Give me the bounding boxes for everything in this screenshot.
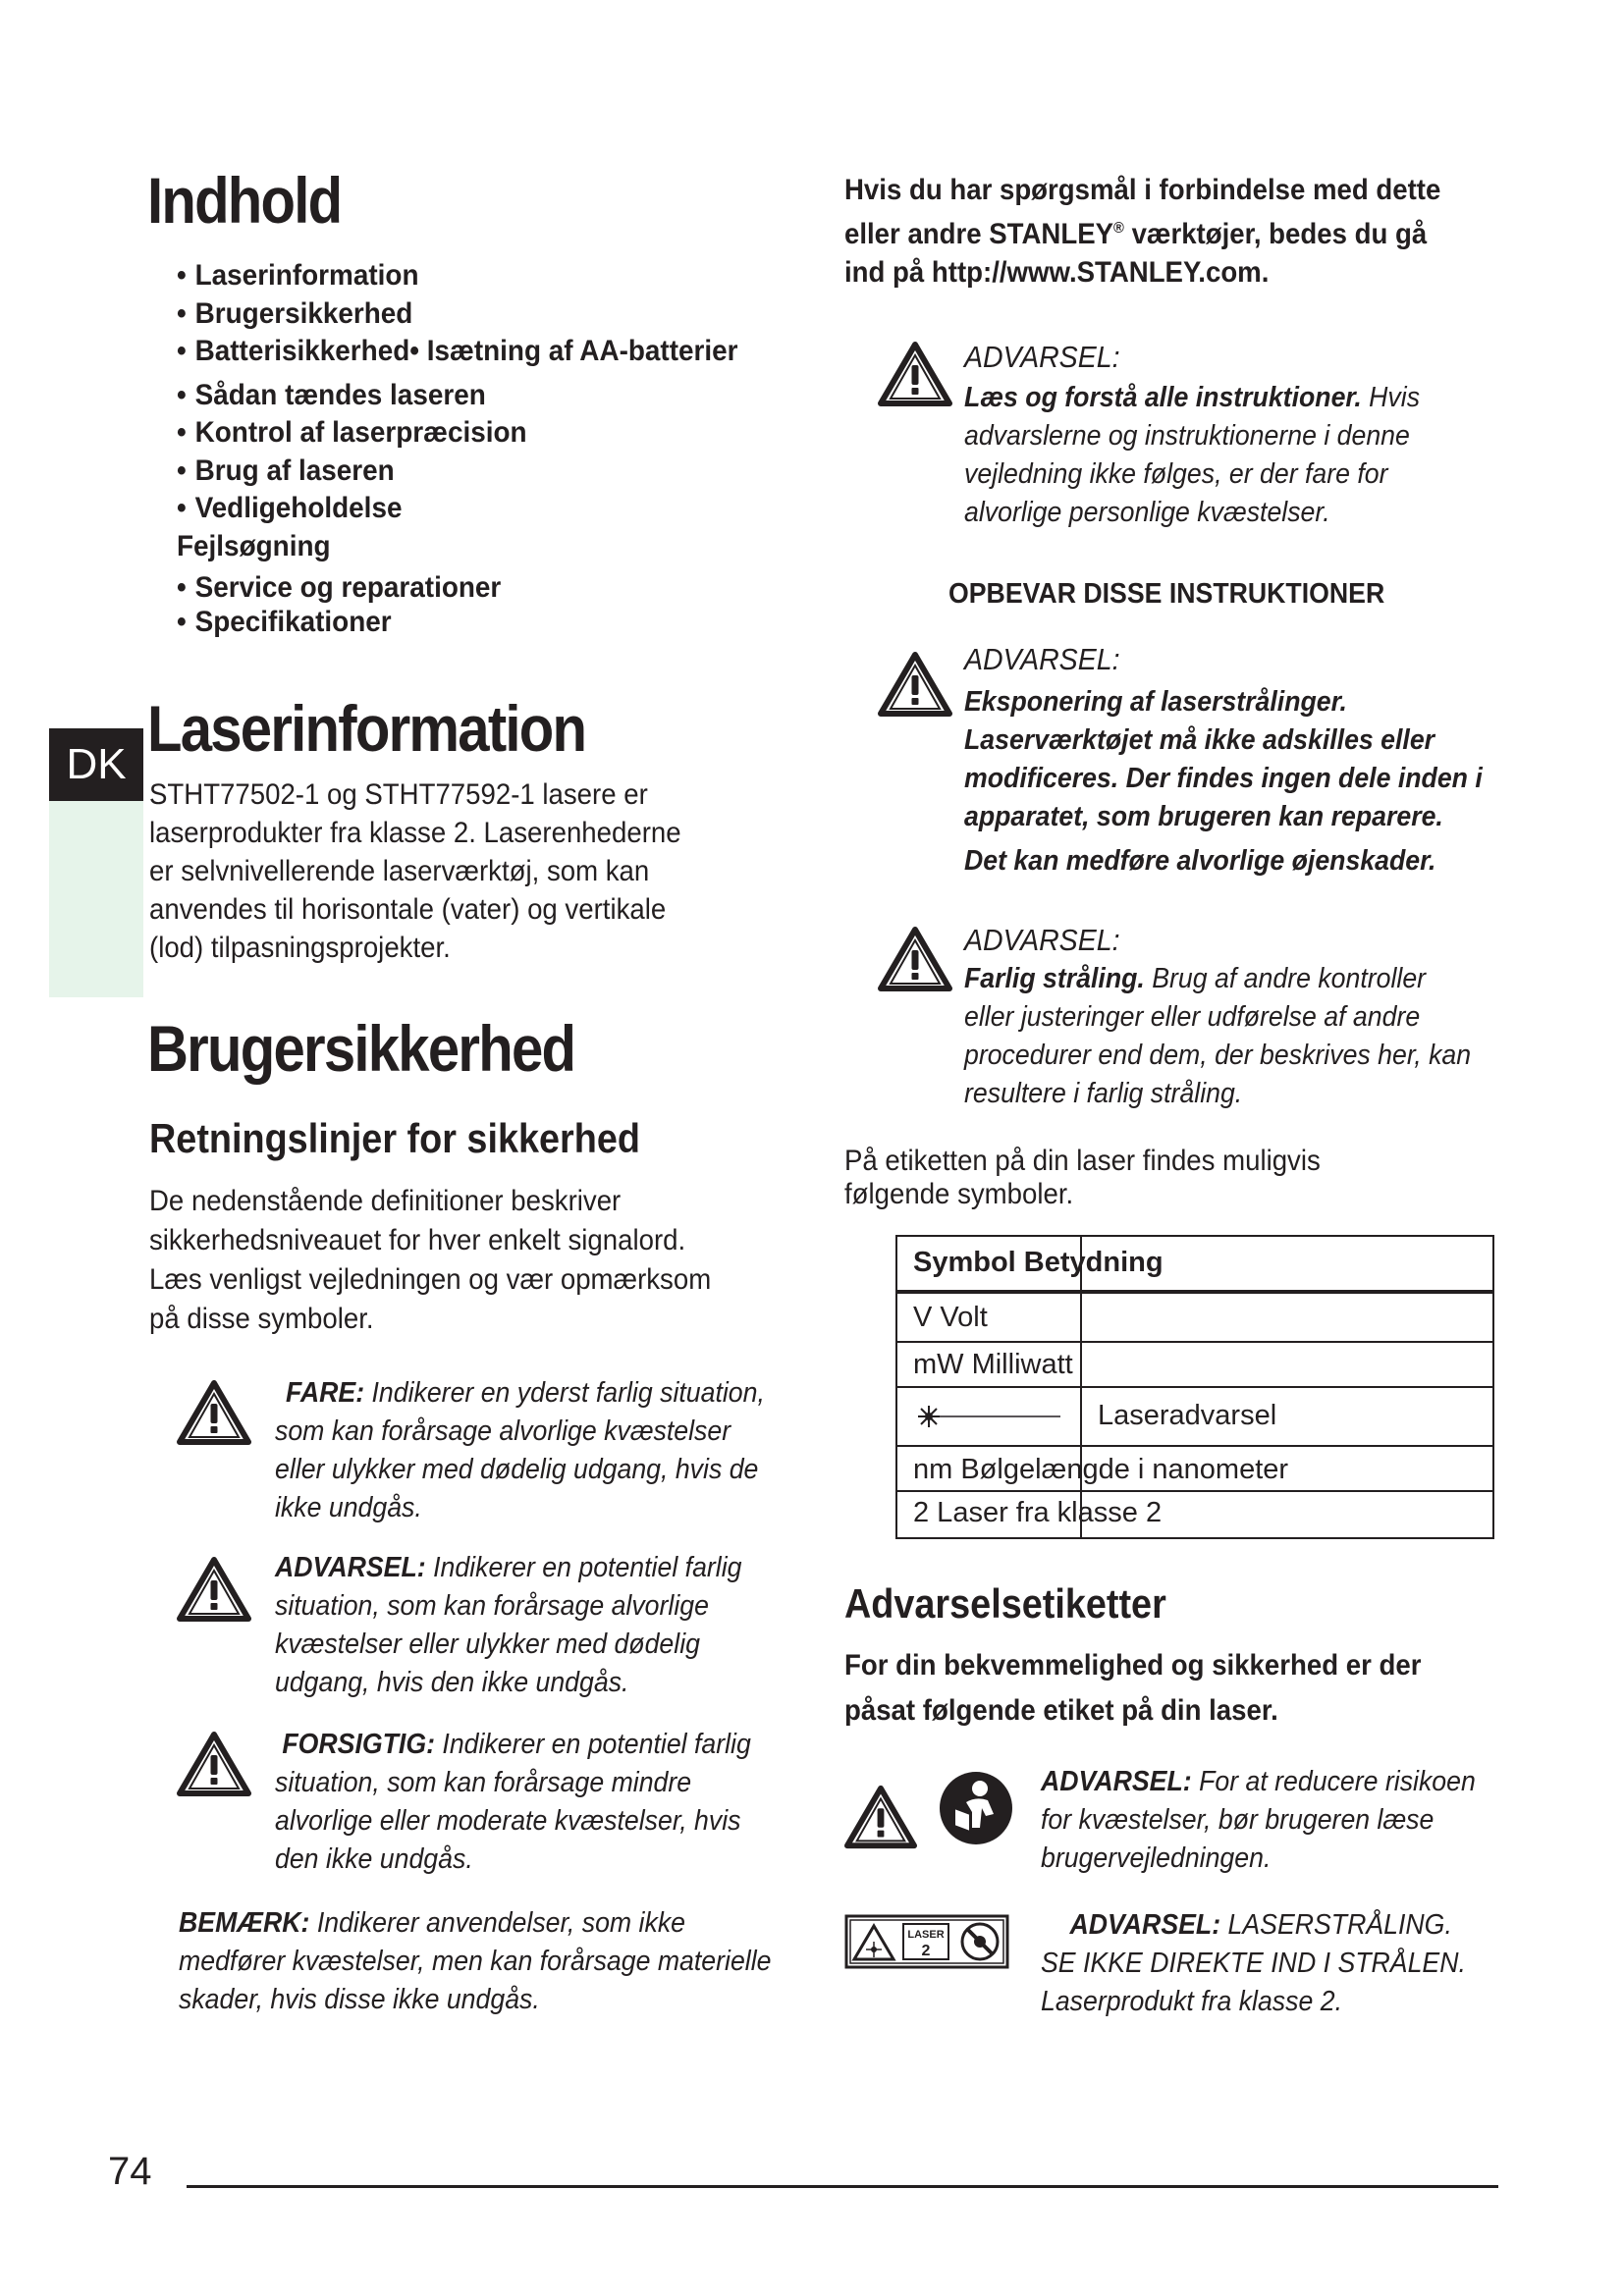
table-row: nm Bølgelængde i nanometer (895, 1445, 1492, 1490)
signal-fare: FARE: Indikerer en yderst farlig situation, som kan forårsage alvorlige kvæstelser eller ulykker med dødelig udgang, hvis de ikke undgås. (275, 1377, 765, 1523)
table-of-contents (177, 257, 781, 641)
warning-triangle-icon (878, 927, 952, 991)
intro-text: Hvis du har spørgsmål i forbindelse med dette eller andre STANLEY® værktøjer, bedes du gå ind på http://www.STANLEY.com. (844, 174, 1441, 289)
signal-forsigtig: FORSIGTIG: Indikerer en potentiel farlig situation, som kan forårsage mindre alvorlige eller moderate kvæstelser, hvis den ikke undgås. (275, 1729, 751, 1875)
table-row: V Volt (913, 1302, 988, 1333)
guidelines-heading: Retningslinjer for sikkerhed (149, 1115, 640, 1161)
laser-beam-icon (915, 1404, 1062, 1429)
warning3-body: Farlig stråling. Brug af andre kontroller eller justeringer eller udførelse af andre procedurer end dem, der beskrives her, kan resultere i farlig stråling. (964, 963, 1472, 1109)
warning-triangle-icon (844, 1785, 917, 1849)
label1-text: ADVARSEL: For at reducere risikoen for kvæstelser, bør brugeren læse brugervejledningen. (1041, 1766, 1476, 1874)
signal-advarsel: ADVARSEL: Indikerer en potentiel farlig situation, som kan forårsage alvorlige kvæstelser eller ulykker med dødelig udgang, hvis den ikke undgås. (275, 1552, 742, 1698)
label-intro: På etiketten på din laser findes muligvis følgende symboler. (844, 1145, 1321, 1210)
footer-rule (187, 2185, 1498, 2188)
toc-item[interactable]: • Batterisikkerhed• Isætning af AA-batterier (177, 335, 738, 367)
warning-triangle-icon (878, 342, 952, 406)
signal-bemaerk: BEMÆRK: Indikerer anvendelser, som ikke medfører kvæstelser, men kan forårsage materielle skader, hvis disse ikke undgås. (179, 1907, 772, 2015)
warning2-body: Eksponering af laserstrålinger. Laserværktøjet må ikke adskilles eller modificeres. Der findes ingen dele inden i apparatet, som brugeren kan reparere. Det kan medføre alvorlige øjenskader. (964, 686, 1483, 877)
toc-item[interactable]: • Brugersikkerhed (177, 296, 413, 330)
toc-item[interactable]: • Vedligeholdelse (177, 492, 403, 524)
warning1-body: Læs og forstå alle instruktioner. Hvis advarslerne og instruktionerne i denne vejledning ikke følges, er der fare for alvorlige personlige kvæstelser. (964, 382, 1421, 528)
toc-item[interactable]: • Kontrol af laserpræcision (177, 416, 527, 449)
warning2-title: ADVARSEL: (964, 642, 1120, 676)
toc-item[interactable]: • Laserinformation (177, 259, 419, 292)
warning1-title: ADVARSEL: (964, 340, 1120, 374)
safety-heading: Brugersikkerhed (147, 1012, 575, 1085)
keep-instructions: OPBEVAR DISSE INSTRUKTIONER (948, 578, 1385, 610)
guidelines-text: De nedenstående definitioner beskriver sikkerhedsniveauet for hver enkelt signalord. Læs venligst vejledningen og vær opmærksom på disse symboler. (149, 1185, 712, 1335)
table-row: Laseradvarsel (895, 1386, 1492, 1445)
laser-badge-text: LASER (907, 1929, 945, 1941)
toc-item[interactable]: • Service og reparationer (177, 571, 502, 604)
warning-triangle-icon (177, 1557, 251, 1622)
toc-item[interactable]: • Brug af laseren (177, 454, 395, 487)
toc-item[interactable]: • Sådan tændes laseren (177, 378, 486, 411)
laser-badge-class: 2 (921, 1943, 931, 1959)
language-tab: DK (49, 728, 143, 801)
page-number: 74 (108, 2150, 152, 2193)
label2-text: ADVARSEL: LASERSTRÅLING. SE IKKE DIREKTE IND I STRÅLEN. Laserprodukt fra klasse 2. (1041, 1909, 1466, 2017)
table-header: Symbol Betydning (913, 1247, 1164, 1278)
laserinfo-text: STHT77502-1 og STHT77592-1 lasere er laserprodukter fra klasse 2. Laserenhederne er selvnivellerende laserværktøj, som kan anvendes til horisontale (vater) og vertikale (lod) tilpasningsprojekter. (149, 778, 681, 964)
labels-intro: For din bekvemmelighed og sikkerhed er der påsat følgende etiket på din laser. (844, 1649, 1422, 1727)
warning-triangle-icon (878, 652, 952, 717)
warning-triangle-icon (177, 1732, 251, 1796)
language-stripe (49, 801, 143, 997)
laserinfo-heading: Laserinformation (147, 692, 586, 765)
read-manual-icon (937, 1769, 1015, 1847)
table-row: 2 Laser fra klasse 2 (895, 1490, 1492, 1535)
warning-triangle-icon (177, 1380, 251, 1445)
symbol-table (895, 1235, 1494, 1537)
toc-item[interactable]: Fejlsøgning (177, 529, 331, 562)
table-row: mW Milliwatt (895, 1341, 1492, 1386)
warning3-title: ADVARSEL: (964, 923, 1120, 957)
contents-heading: Indhold (147, 164, 342, 237)
toc-item[interactable]: • Specifikationer (177, 605, 392, 638)
laser-class-badge-icon (844, 1914, 1009, 1969)
labels-heading: Advarselsetiketter (844, 1580, 1166, 1627)
